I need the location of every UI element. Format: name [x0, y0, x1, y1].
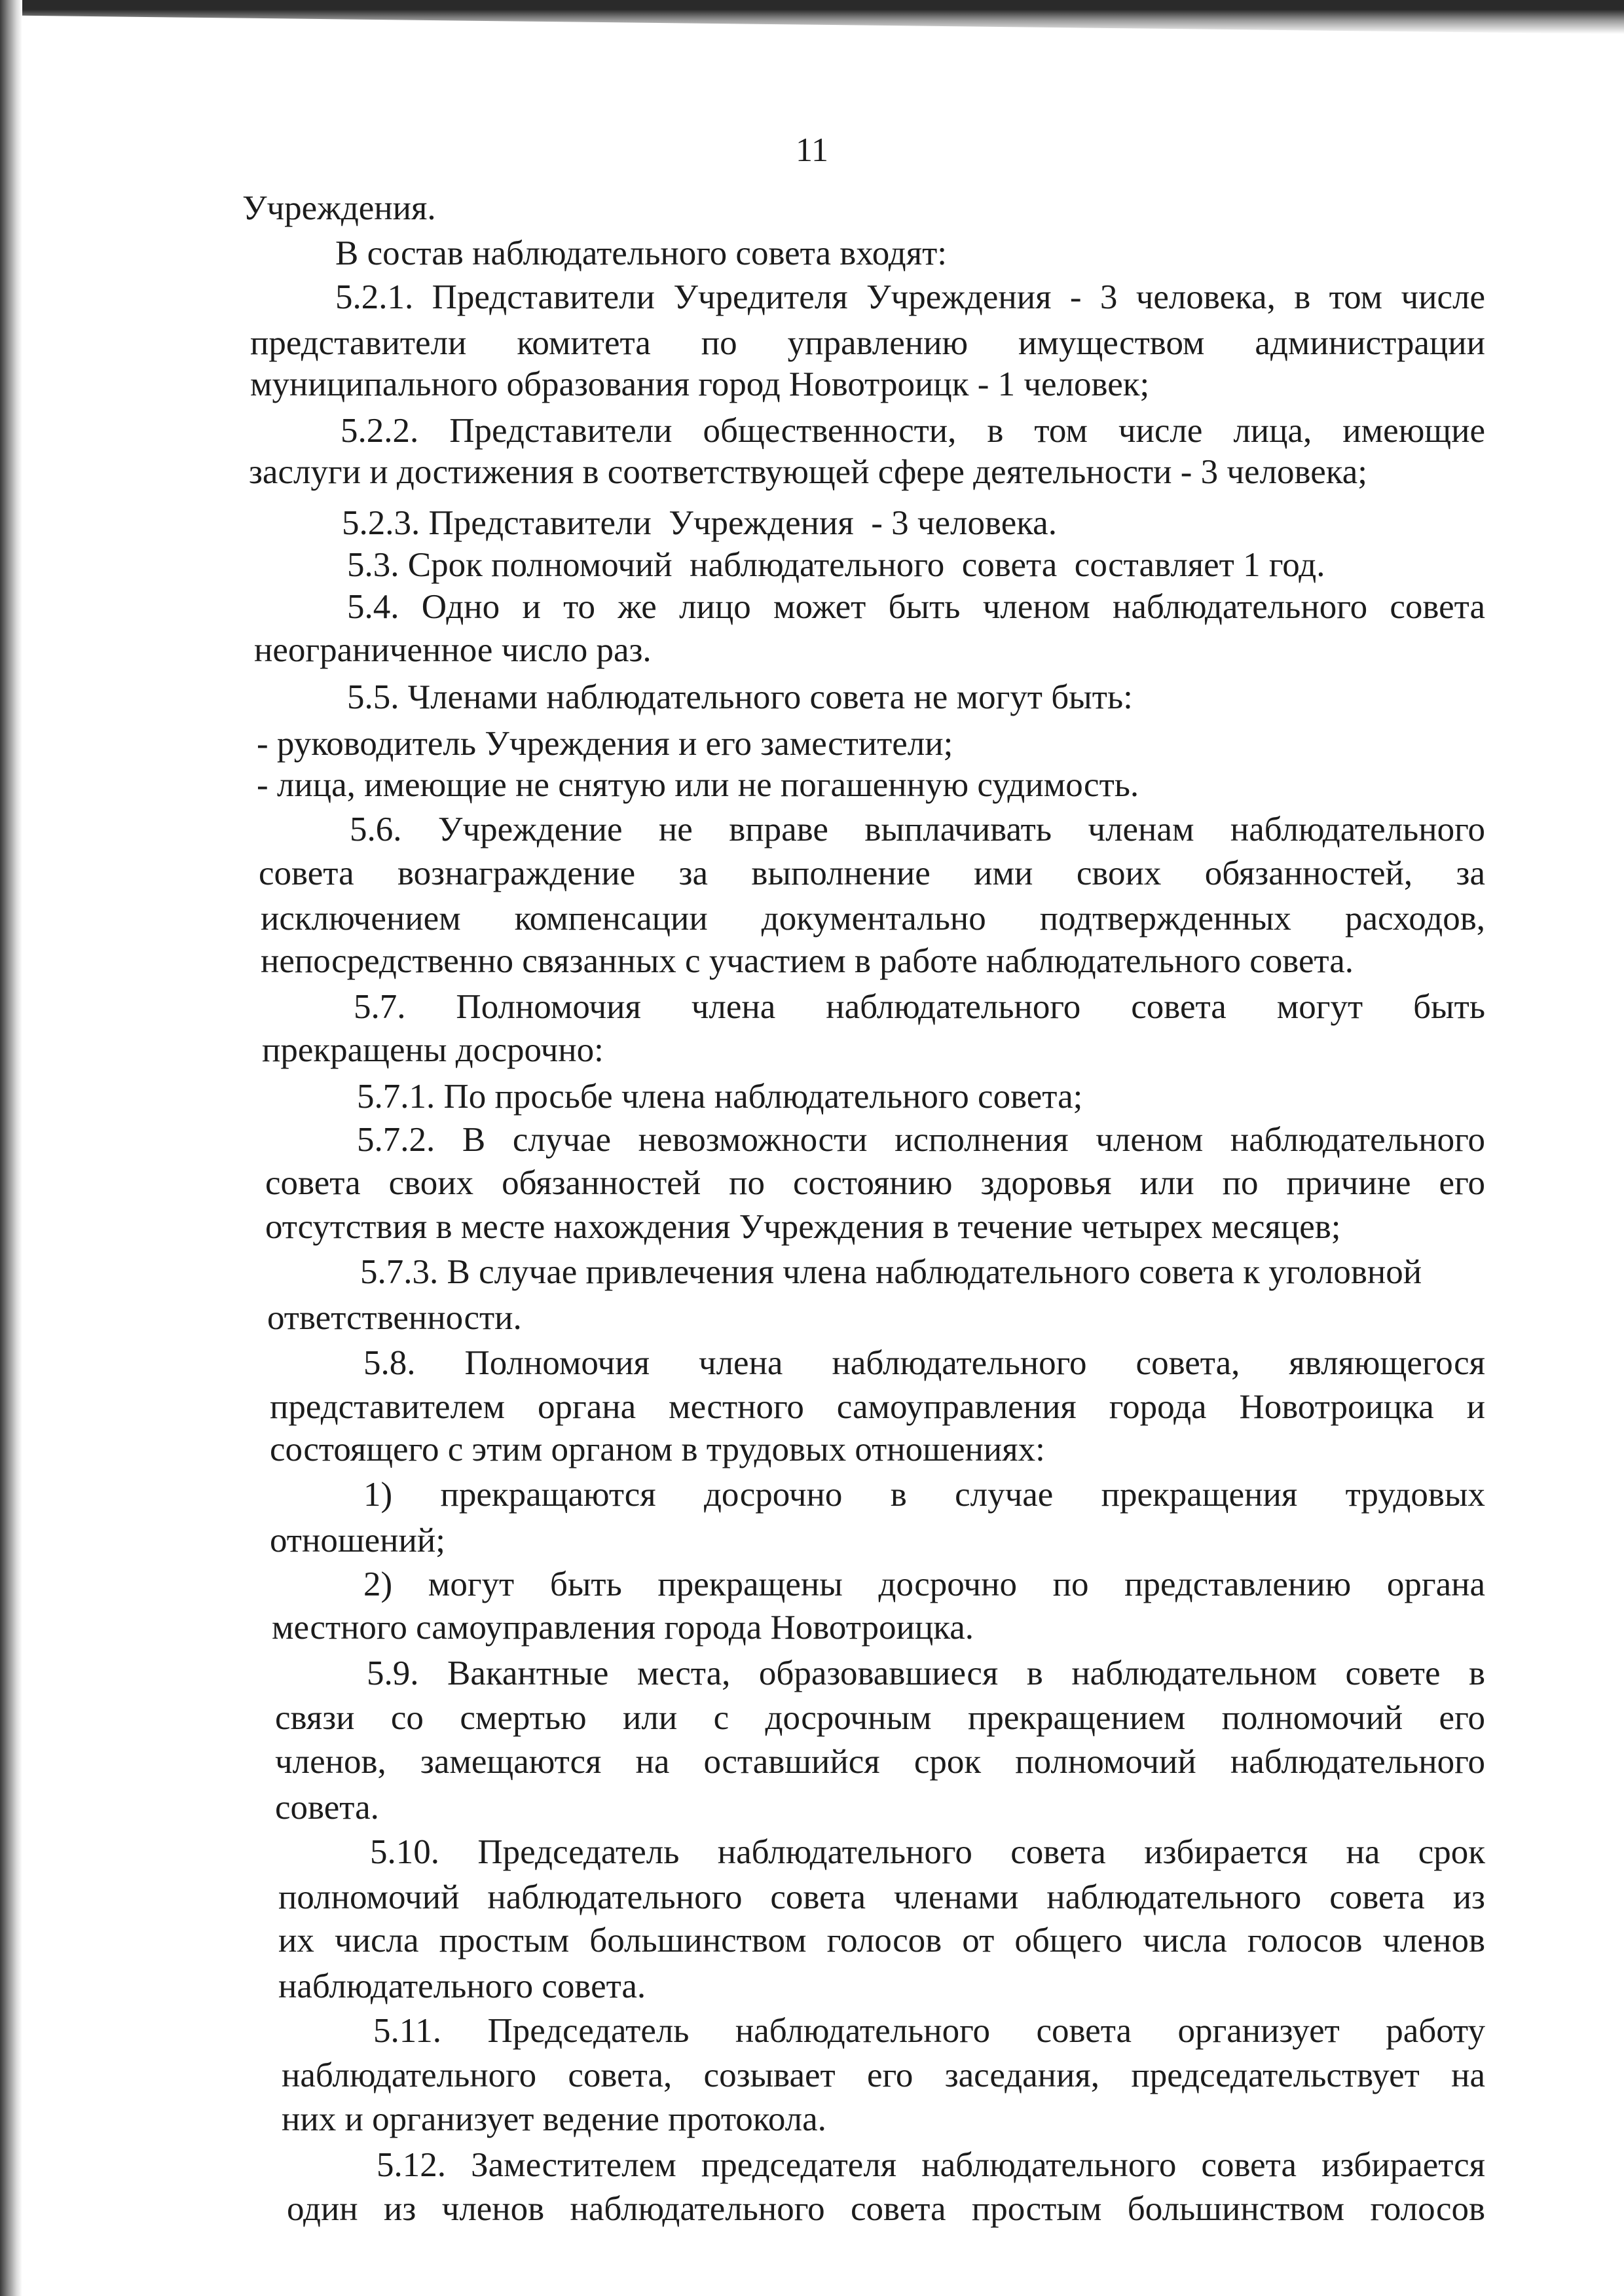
- text-line: наблюдательного совета.: [278, 1967, 646, 2005]
- text-line: местного самоуправления города Новотроицка.: [272, 1609, 974, 1647]
- text-line: отношений;: [270, 1522, 445, 1559]
- scan-shadow-top: [0, 0, 1624, 34]
- text-line: 5.5. Членами наблюдательного совета не могут быть:: [347, 678, 1133, 716]
- text-line: исключением компенсации документально подтвержденных расходов,: [261, 900, 1485, 938]
- text-line: Учреждения.: [242, 189, 436, 227]
- text-line: 5.3. Срок полномочий наблюдательного совета составляет 1 год.: [347, 546, 1325, 584]
- text-line: 5.7.2. В случае невозможности исполнения членом наблюдательного: [357, 1121, 1485, 1159]
- text-line: них и организует ведение протокола.: [282, 2100, 826, 2138]
- text-line: представителем органа местного самоуправления города Новотроицка и: [270, 1388, 1485, 1426]
- text-line: состоящего с этим органом в трудовых отношениях:: [270, 1430, 1045, 1468]
- text-line: 5.7. Полномочия члена наблюдательного совета могут быть: [354, 988, 1485, 1026]
- text-line: муниципального образования город Новотроицк - 1 человек;: [250, 365, 1150, 403]
- text-line: - руководитель Учреждения и его заместители;: [257, 725, 953, 763]
- text-line: связи со смертью или с досрочным прекращением полномочий его: [275, 1699, 1485, 1737]
- text-line: 5.2.1. Представители Учредителя Учреждения - 3 человека, в том числе: [335, 278, 1485, 316]
- text-line: прекращены досрочно:: [262, 1031, 604, 1069]
- text-line: неограниченное число раз.: [254, 631, 652, 669]
- text-line: наблюдательного совета, созывает его заседания, председательствует на: [282, 2056, 1485, 2094]
- text-line: 5.2.3. Представители Учреждения - 3 человека.: [342, 504, 1057, 542]
- page-number: 11: [795, 132, 829, 169]
- text-line: заслуги и достижения в соответствующей сфере деятельности - 3 человека;: [249, 453, 1367, 491]
- text-line: 5.9. Вакантные места, образовавшиеся в наблюдательном совете в: [367, 1654, 1485, 1692]
- text-line: отсутствия в месте нахождения Учреждения в течение четырех месяцев;: [265, 1208, 1341, 1246]
- text-line: 5.4. Одно и то же лицо может быть членом наблюдательного совета: [347, 588, 1485, 626]
- text-line: совета своих обязанностей по состоянию здоровья или по причине его: [265, 1164, 1485, 1202]
- text-line: представители комитета по управлению имуществом администрации: [250, 324, 1485, 362]
- text-line: полномочий наблюдательного совета членами наблюдательного совета из: [278, 1878, 1485, 1916]
- text-line: 5.2.2. Представители общественности, в том числе лица, имеющие: [341, 412, 1485, 450]
- text-line: 5.11. Председатель наблюдательного совета организует работу: [373, 2012, 1485, 2050]
- text-line: совета вознаграждение за выполнение ими своих обязанностей, за: [259, 854, 1485, 892]
- text-line: совета.: [275, 1789, 379, 1827]
- text-line: В состав наблюдательного совета входят:: [335, 234, 947, 272]
- text-line: 5.12. Заместителем председателя наблюдательного совета избирается: [377, 2146, 1485, 2184]
- text-line: один из членов наблюдательного совета простым большинством голосов: [287, 2190, 1485, 2228]
- text-line: 5.6. Учреждение не вправе выплачивать членам наблюдательного: [350, 811, 1485, 848]
- text-line: 5.8. Полномочия члена наблюдательного совета, являющегося: [363, 1344, 1485, 1382]
- text-line: 5.7.3. В случае привлечения члена наблюдательного совета к уголовной: [360, 1253, 1422, 1291]
- scan-shadow-left: [0, 0, 22, 2296]
- text-line: непосредственно связанных с участием в работе наблюдательного совета.: [261, 942, 1354, 980]
- text-line: 5.10. Председатель наблюдательного совета избирается на срок: [370, 1833, 1485, 1871]
- text-line: 1) прекращаются досрочно в случае прекращения трудовых: [363, 1476, 1485, 1514]
- text-line: - лица, имеющие не снятую или не погашенную судимость.: [257, 766, 1139, 804]
- text-line: 5.7.1. По просьбе члена наблюдательного совета;: [357, 1078, 1083, 1116]
- text-line: ответственности.: [267, 1299, 522, 1337]
- text-line: их числа простым большинством голосов от общего числа голосов членов: [278, 1922, 1485, 1959]
- text-line: членов, замещаются на оставшийся срок полномочий наблюдательного: [275, 1743, 1485, 1781]
- text-line: 2) могут быть прекращены досрочно по представлению органа: [363, 1565, 1485, 1603]
